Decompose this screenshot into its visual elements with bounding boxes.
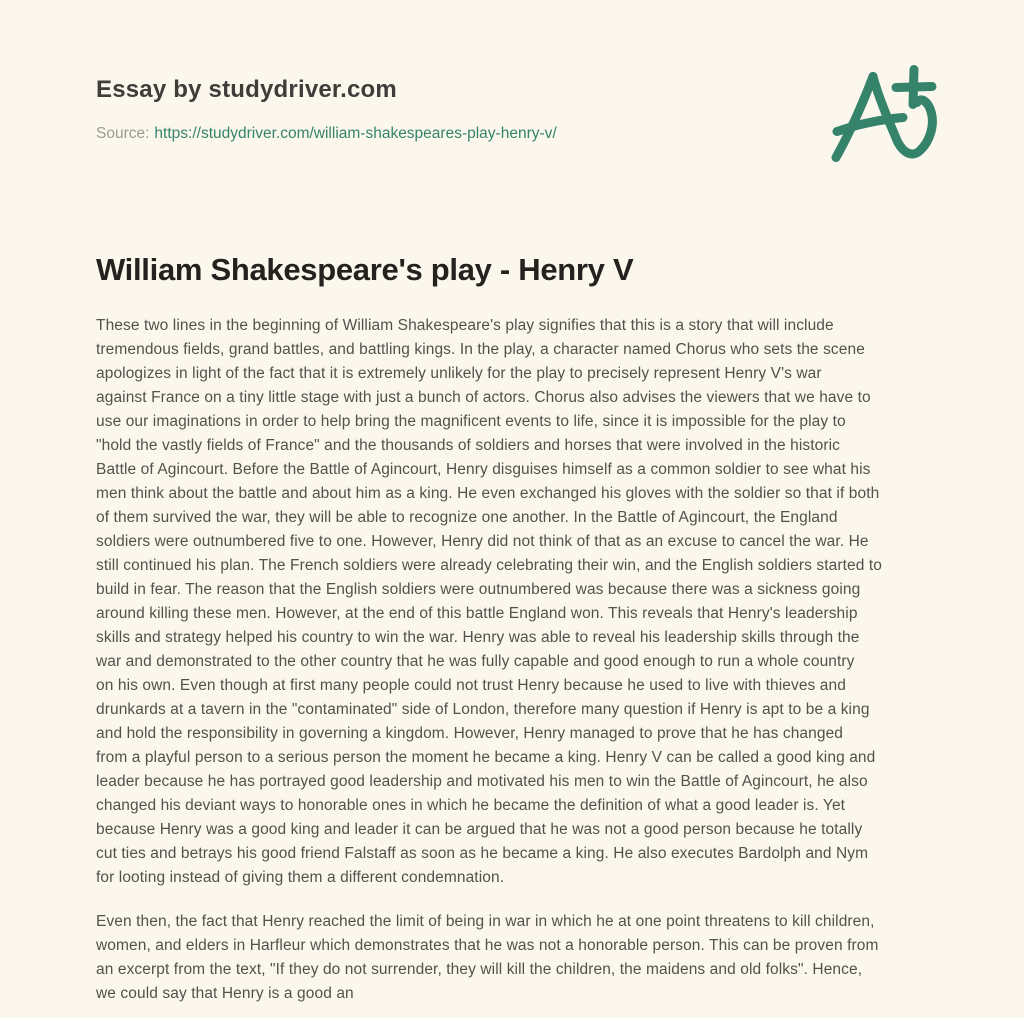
essay-line: changed his deviant ways to honorable ones in which he became the definition of what a good leader is. Yet [96, 797, 846, 814]
essay-line: women, and elders in Harfleur which demonstrates that he was not a honorable person. This can be proven from [96, 937, 879, 954]
source-line [96, 125, 557, 143]
essay-line: soldiers were outnumbered five to one. However, Henry did not think of that as an excuse to cancel the war. He [96, 533, 869, 550]
essay-line: an excerpt from the text, "If they do not surrender, they will kill the children, the maidens and old folks". Hence, [96, 961, 863, 978]
essay-paragraph [96, 314, 882, 890]
essay-line: for looting instead of giving them a different condemnation. [96, 869, 505, 886]
essay-line: of them survived the war, they will be able to recognize one another. In the Battle of Agincourt, the England [96, 509, 838, 526]
essay-line: men think about the battle and about him as a king. He even exchanged his gloves with the soldier so that if both [96, 485, 880, 502]
essay-line: on his own. Even though at first many people could not trust Henry because he used to live with thieves and [96, 677, 846, 694]
essay-line: These two lines in the beginning of William Shakespeare's play signifies that this is a story that will include [96, 317, 834, 334]
essay-line: build in fear. The reason that the English soldiers were outnumbered was because there was a sickness going [96, 581, 861, 598]
essay-body [96, 314, 882, 1006]
essay-line: skills and strategy helped his country to win the war. Henry was able to reveal his leadership skills through the [96, 629, 860, 646]
byline: Essay by studydriver.com [96, 76, 397, 103]
essay-line: tremendous fields, grand battles, and battling kings. In the play, a character named Chorus who sets the scene [96, 341, 865, 358]
essay-line: from a playful person to a serious person the moment he became a king. Henry V can be called a good king and [96, 749, 876, 766]
essay-line: against France on a tiny little stage with just a bunch of actors. Chorus also advises the viewers that we have to [96, 389, 871, 406]
a-plus-logo-icon [820, 56, 940, 174]
essay-line: and hold the responsibility in governing a kingdom. However, Henry managed to prove that he has changed [96, 725, 844, 742]
essay-line: still continued his plan. The French soldiers were already celebrating their win, and the English soldiers started to [96, 557, 882, 574]
source-label: Source: [96, 125, 150, 142]
essay-line: use our imaginations in order to help bring the magnificent events to life, since it is impossible for the play to [96, 413, 846, 430]
essay-line: Even then, the fact that Henry reached the limit of being in war in which he at one point threatens to kill children, [96, 913, 875, 930]
source-link[interactable]: https://studydriver.com/william-shakespeares-play-henry-v/ [154, 125, 557, 142]
essay-line: "hold the vastly fields of France" and the thousands of soldiers and horses that were involved in the historic [96, 437, 841, 454]
essay-line: around killing these men. However, at the end of this battle England won. This reveals that Henry's leadership [96, 605, 858, 622]
essay-line: leader because he has portrayed good leadership and motivated his men to win the Battle of Agincourt, he also [96, 773, 868, 790]
essay-line: Battle of Agincourt. Before the Battle of Agincourt, Henry disguises himself as a common soldier to see what his [96, 461, 871, 478]
essay-line: war and demonstrated to the other country that he was fully capable and good enough to run a whole country [96, 653, 855, 670]
essay-line: apologizes in light of the fact that it is extremely unlikely for the play to precisely represent Henry V's war [96, 365, 822, 382]
essay-line: drunkards at a tavern in the "contaminated" side of London, therefore many question if Henry is apt to be a king [96, 701, 870, 718]
essay-line: cut ties and betrays his good friend Falstaff as soon as he became a king. He also executes Bardolph and Nym [96, 845, 869, 862]
essay-paragraph [96, 910, 882, 1006]
essay-line: because Henry was a good king and leader it can be argued that he was not a good person because he totally [96, 821, 863, 838]
essay-line: we could say that Henry is a good an [96, 985, 354, 1002]
essay-title: William Shakespeare's play - Henry V [96, 252, 634, 287]
